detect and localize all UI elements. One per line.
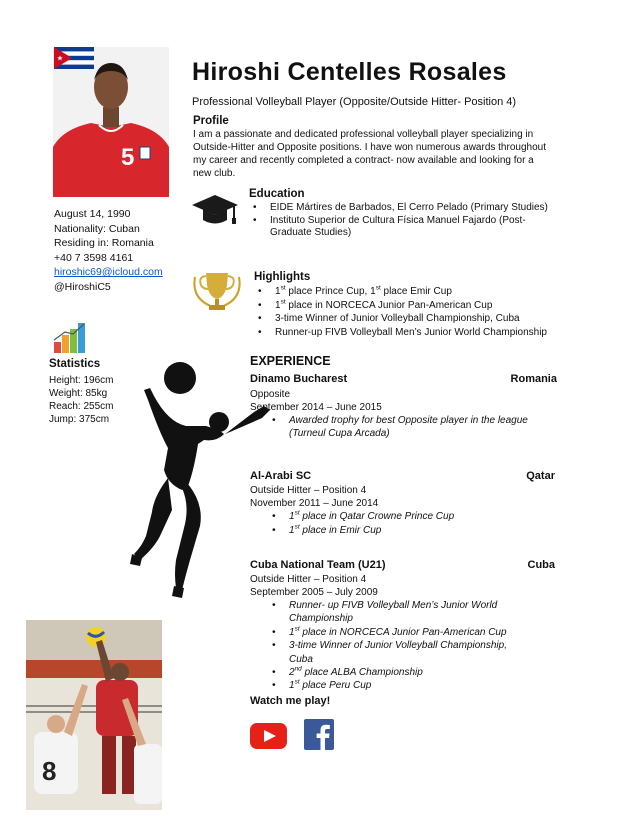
player-role: Outside Hitter – Position 4 bbox=[250, 574, 367, 585]
club-name: Al-Arabi SC bbox=[250, 470, 312, 482]
stat-weight: Weight: 85kg bbox=[49, 388, 108, 399]
profile-photo bbox=[53, 47, 169, 197]
list-item: • 1st place in NORCECA Junior Pan-American Cup bbox=[254, 299, 574, 313]
experience-title: EXPERIENCE bbox=[250, 354, 331, 368]
experience-entry-dinamo bbox=[250, 373, 557, 440]
phone-number: +40 7 3598 4161 bbox=[54, 251, 134, 264]
facebook-icon[interactable] bbox=[304, 719, 334, 750]
contact-block bbox=[54, 207, 163, 295]
player-role: Outside Hitter – Position 4 bbox=[250, 485, 367, 496]
player-role: Opposite bbox=[250, 389, 291, 400]
education-list bbox=[249, 202, 564, 240]
club-country: Cuba bbox=[527, 559, 555, 571]
list-item: • 3-time Winner of Junior Volleyball Championship, Cuba bbox=[254, 312, 574, 326]
list-item: • Runner-up FIVB Volleyball Men’s Junior World Championship bbox=[254, 326, 574, 340]
statistics-title: Statistics bbox=[49, 358, 101, 370]
candidate-subtitle: Professional Volleyball Player (Opposite/Outside Hitter- Position 4) bbox=[192, 96, 517, 108]
achievement-list bbox=[268, 414, 557, 440]
stat-height: Height: 196cm bbox=[49, 375, 114, 386]
list-item: • 1st place Prince Cup, 1st place Emir Cup bbox=[254, 285, 574, 299]
list-item: • 3-time Winner of Junior Volleyball Championship, Cuba bbox=[268, 639, 530, 666]
candidate-name: Hiroshi Centelles Rosales bbox=[192, 58, 507, 86]
trophy-icon bbox=[189, 267, 245, 319]
profile-title: Profile bbox=[193, 115, 229, 127]
list-item: • 1st place in Emir Cup bbox=[268, 524, 555, 538]
list-item: • EIDE Mártires de Barbados, El Cerro Pelado (Primary Studies) bbox=[249, 202, 564, 215]
jersey-number: 5 bbox=[121, 144, 135, 171]
club-name: Cuba National Team (U21) bbox=[250, 559, 386, 571]
achievement-list bbox=[268, 599, 530, 693]
stat-reach: Reach: 255cm bbox=[49, 401, 114, 412]
watch-me-play-title: Watch me play! bbox=[250, 695, 331, 707]
achievement-list bbox=[268, 510, 555, 537]
residence: Residing in: Romania bbox=[54, 237, 154, 250]
highlights-title: Highlights bbox=[254, 271, 311, 283]
experience-entry-cuba bbox=[250, 559, 555, 693]
nationality: Nationality: Cuban bbox=[54, 222, 140, 235]
bar-chart-icon bbox=[53, 322, 87, 354]
club-name: Dinamo Bucharest bbox=[250, 373, 348, 385]
highlights-list bbox=[254, 285, 574, 339]
profile-section bbox=[193, 115, 553, 180]
education-title: Education bbox=[249, 188, 305, 200]
experience-entry-alarabi bbox=[250, 470, 555, 537]
profile-text: I am a passionate and dedicated professional volleyball player specializing in Outside-Hitter and Opposite positions. I have won numerous awards throughout my career and recently completed a contract- now available and looking for a new club. bbox=[193, 129, 546, 179]
list-item: • 2nd place ALBA Championship bbox=[268, 666, 530, 679]
list-item: • Instituto Superior de Cultura Física Manuel Fajardo (Post-Graduate Studies) bbox=[249, 215, 564, 240]
cuban-flag-icon bbox=[54, 47, 94, 69]
date-of-birth: August 14, 1990 bbox=[54, 208, 131, 220]
list-item: • 1st place in Qatar Crowne Prince Cup bbox=[268, 510, 555, 524]
date-range: September 2014 – June 2015 bbox=[250, 402, 382, 413]
date-range: September 2005 – July 2009 bbox=[250, 587, 378, 598]
list-item: • Runner- up FIVB Volleyball Men’s Junior World Championship bbox=[268, 599, 530, 626]
action-photo bbox=[26, 620, 162, 810]
club-country: Romania bbox=[510, 373, 557, 385]
club-country: Qatar bbox=[526, 470, 555, 482]
graduation-cap-icon bbox=[192, 193, 238, 227]
statistics-list bbox=[49, 374, 113, 426]
stat-jump: Jump: 375cm bbox=[49, 414, 110, 425]
youtube-icon[interactable] bbox=[250, 722, 287, 750]
list-item: • 1st place in NORCECA Junior Pan-American Cup bbox=[268, 626, 530, 639]
email-link[interactable]: hiroshic69@icloud.com bbox=[54, 266, 163, 279]
date-range: November 2011 – June 2014 bbox=[250, 498, 379, 509]
education-section bbox=[249, 188, 564, 240]
list-item: • 1st place Peru Cup bbox=[268, 679, 530, 692]
list-item: • Awarded trophy for best Opposite player in the league (Turneul Cupa Arcada) bbox=[268, 414, 557, 440]
highlights-section bbox=[254, 271, 574, 339]
svg-text:8: 8 bbox=[42, 756, 57, 786]
social-handle: @HiroshiC5 bbox=[54, 280, 111, 293]
